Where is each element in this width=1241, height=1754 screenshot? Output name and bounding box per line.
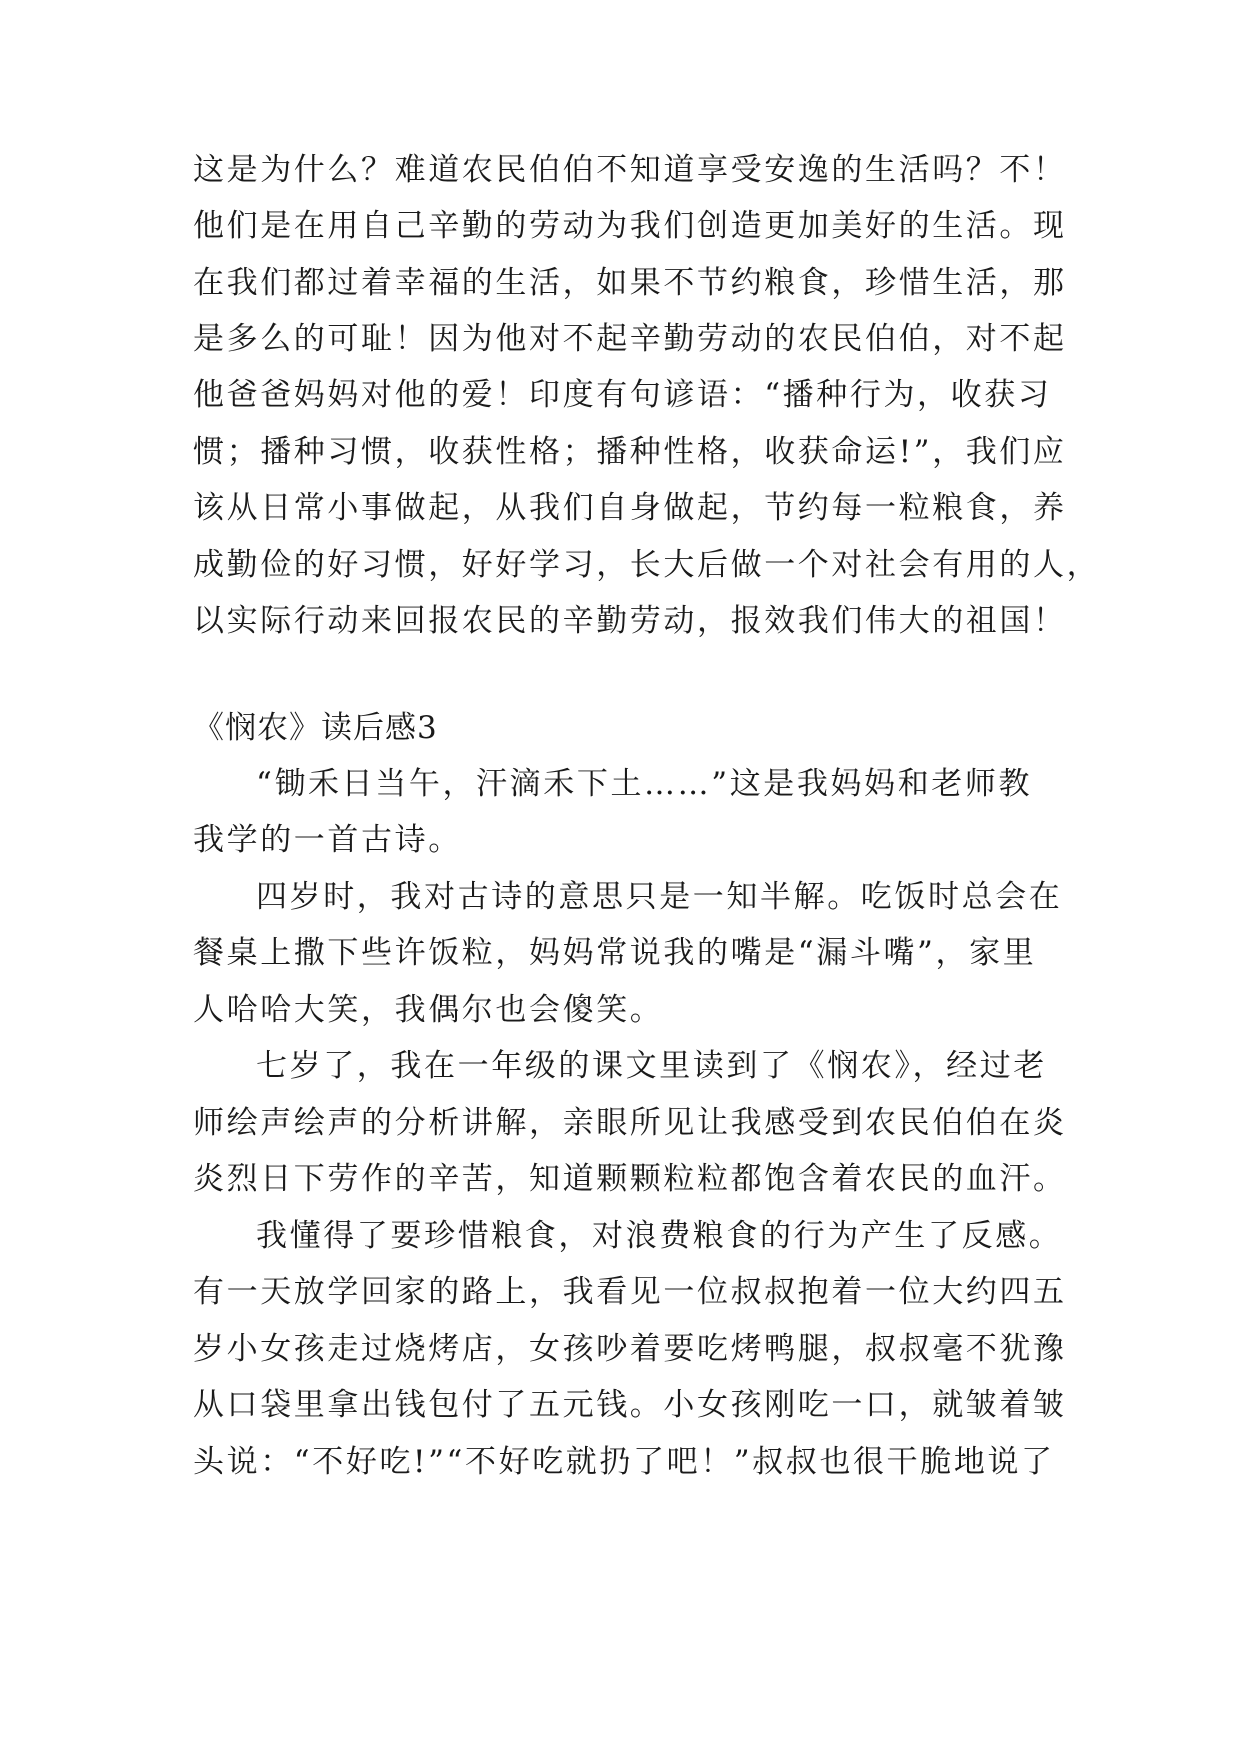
paragraph-line: 头说：“不好吃!”“不好吃就扔了吧！”叔叔也很干脆地说了	[193, 1444, 1055, 1480]
paragraph-line: 这是为什么？难道农民伯伯不知道享受安逸的生活吗？不！	[193, 152, 1067, 188]
paragraph-line: 餐桌上撒下些许饭粒，妈妈常说我的嘴是“漏斗嘴”，家里	[193, 935, 1037, 971]
paragraph-line: 从口袋里拿出钱包付了五元钱。小女孩刚吃一口，就皱着皱	[193, 1387, 1067, 1423]
paragraph-line: 以实际行动来回报农民的辛勤劳动，报效我们伟大的祖国！	[193, 603, 1067, 639]
paragraph-line: 惯；播种习惯，收获性格；播种性格，收获命运!”，我们应	[193, 434, 1067, 470]
paragraph-line: 四岁时，我对古诗的意思只是一知半解。吃饭时总会在	[256, 879, 1063, 915]
paragraph-line: 是多么的可耻！因为他对不起辛勤劳动的农民伯伯，对不起	[193, 321, 1067, 357]
paragraph-line: 他爸爸妈妈对他的爱！印度有句谚语：“播种行为，收获习	[193, 377, 1052, 413]
paragraph-line: 我懂得了要珍惜粮食，对浪费粮食的行为产生了反感。	[256, 1218, 1063, 1254]
paragraph-line: 师绘声绘声的分析讲解，亲眼所见让我感受到农民伯伯在炎	[193, 1105, 1067, 1141]
paragraph-line: “锄禾日当午，汗滴禾下土……”这是我妈妈和老师教	[256, 766, 1033, 802]
paragraph-line: 我学的一首古诗。	[193, 822, 462, 858]
paragraph-line: 该从日常小事做起，从我们自身做起，节约每一粒粮食，养	[193, 490, 1067, 526]
paragraph-line: 在我们都过着幸福的生活，如果不节约粮食，珍惜生活，那	[193, 265, 1067, 301]
paragraph-line: 岁小女孩走过烧烤店，女孩吵着要吃烤鸭腿，叔叔毫不犹豫	[193, 1331, 1067, 1367]
paragraph-line: 炎烈日下劳作的辛苦，知道颗颗粒粒都饱含着农民的血汗。	[193, 1161, 1067, 1197]
paragraph-line: 人哈哈大笑，我偶尔也会傻笑。	[193, 992, 664, 1028]
paragraph-line: 有一天放学回家的路上，我看见一位叔叔抱着一位大约四五	[193, 1274, 1067, 1310]
section-title: 《悯农》读后感3	[193, 710, 438, 746]
paragraph-line: 七岁了，我在一年级的课文里读到了《悯农》，经过老	[256, 1048, 1047, 1084]
paragraph-line: 他们是在用自己辛勤的劳动为我们创造更加美好的生活。现	[193, 208, 1067, 244]
paragraph-line: 成勤俭的好习惯，好好学习，长大后做一个对社会有用的人，	[193, 547, 1101, 583]
